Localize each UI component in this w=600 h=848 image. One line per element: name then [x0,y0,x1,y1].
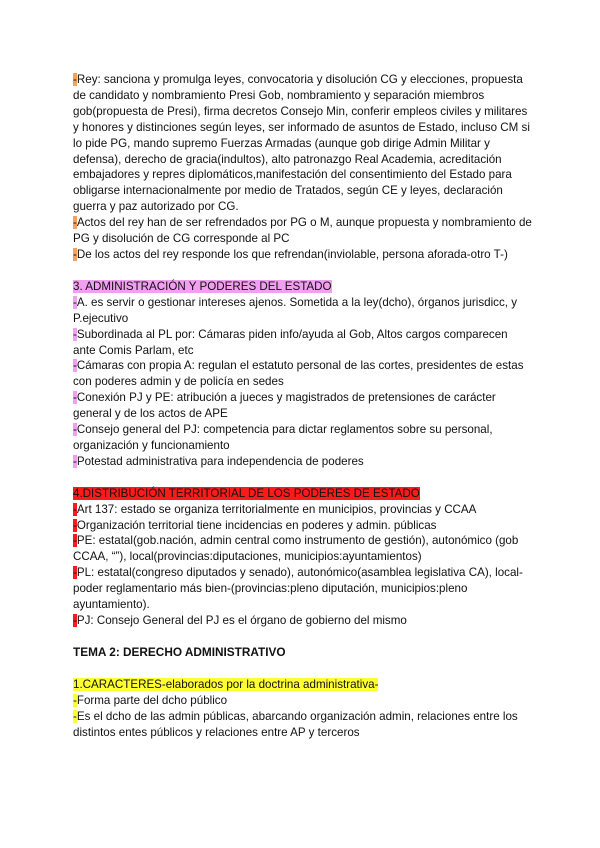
bullet-dash: - [73,247,77,261]
list-item-text: Es el dcho de las admin públicas, abarcando organización admin, relaciones entre los distintos entes públicos y relaciones entre AP y terceros [73,709,518,739]
list-item [73,693,533,709]
list-item-text: Potestad administrativa para independencia de poderes [76,454,364,468]
bullet-dash: - [73,454,77,468]
bullet-dash: - [73,709,77,723]
spacer [73,661,533,677]
bullet-dash: - [73,327,77,341]
tema-title: TEMA 2: DERECHO ADMINISTRATIVO [73,644,286,659]
bullet-dash: - [73,518,77,532]
list-item [73,327,533,359]
list-item [73,709,533,741]
list-item-text: PJ: Consejo General del PJ es el órgano de gobierno del mismo [76,614,407,627]
bullet-dash: - [73,73,77,86]
list-item-text: Consejo general del PJ: competencia para dictar reglamentos sobre su personal, organización y funcionamiento [73,423,493,452]
list-item-text: PE: estatal(gob.nación, admin central como instrumento de gestión), autonómico (gob CCAA, “”), local(provincias:diputaciones, municipios:ayuntamientos) [73,534,519,564]
bullet-dash: - [73,693,77,707]
list-item [73,358,533,390]
bullet-dash: - [73,502,77,516]
bullet-dash: - [73,423,77,437]
list-item-text: Forma parte del dcho público [76,693,228,707]
section-heading-text: 1.CARACTERES-elaborados por la doctrina administrativa- [73,677,379,691]
list-item-text: Conexión PJ y PE: atribución a jueces y magistrados de pretensiones de carácter general y de los actos de APE [73,391,496,421]
bullet-dash: - [73,295,77,309]
paragraph-text: Actos del rey han de ser refrendados por PG o M, aunque propuesta y nombramiento de PG y disolución de CG corresponde al PC [73,216,532,246]
list-item [73,422,533,454]
spacer [73,263,533,279]
list-item [73,518,533,534]
bullet-dash: - [73,534,77,548]
list-item [73,502,533,518]
section-heading-caracteres [73,677,533,693]
list-item-text: Cámaras con propia A: regulan el estatuto personal de las cortes, presidentes de estas con poderes admin y de policía en sedes [73,359,524,389]
bullet-dash: - [73,566,77,580]
list-item-text: Art 137: estado se organiza territorialmente en municipios, provincias y CCAA [76,502,477,516]
list-item [73,565,533,613]
list-item [73,533,533,565]
list-item [73,454,533,470]
spacer [73,629,533,645]
list-item [73,390,533,422]
section-heading-text: 4.DISTRIBUCIÓN TERRITORIAL DE LOS PODERES DE ESTADO [73,486,420,500]
bullet-dash: - [73,614,77,627]
section-heading-3 [73,279,533,295]
paragraph-rey-responsabilidad [73,247,533,263]
section-heading-text: 3. ADMINISTRACIÓN Y PODERES DEL ESTADO [73,279,332,293]
list-item-text: A. es servir o gestionar intereses ajenos. Sometida a la ley(dcho), órganos jurisdicc, y P.ejecutivo [73,295,518,325]
paragraph-rey-powers [73,72,533,215]
bullet-dash: - [73,391,77,405]
bullet-dash: - [73,216,77,230]
document-page [73,72,533,740]
list-item-text: Subordinada al PL por: Cámaras piden info/ayuda al Gob, Altos cargos comparecen ante Comis Parlam, etc [73,327,508,357]
paragraph-text: Rey: sanciona y promulga leyes, convocatoria y disolución CG y elecciones, propuesta de candidato y nombramiento Presi Gob, nombramiento y separación miembros gob(propuesta de Presi), firma decretos Consejo Min, conferir empleos civiles y militares y honores y distinciones según leyes, ser informado de asuntos de Estado, incluso CM si lo pide PG, mando supremo Fuerzas Armadas (aunque gob dirige Admin Militar y defensa), derecho de gracia(indultos), alto patronazgo Real Academia, acreditación embajadores y repres diplomáticos,manifestación del consentimiento del Estado para obligarse internacionalmente por medio de Tratados, según CE y leyes, declaración guerra y paz autorizado por CG. [73,73,530,214]
paragraph-text: De los actos del rey responde los que refrendan(inviolable, persona aforada-otro T-) [76,247,508,261]
list-item [73,613,533,629]
list-item-text: Organización territorial tiene incidencias en poderes y admin. públicas [76,518,437,532]
section-heading-4 [73,486,533,502]
list-item-text: PL: estatal(congreso diputados y senado), autonómico(asamblea legislativa CA), local-poder reglamentario más bien-(provincias:pleno diputación, municipios:pleno ayuntamiento). [73,566,523,612]
spacer [73,470,533,486]
bullet-dash: - [73,359,77,373]
list-item [73,295,533,327]
paragraph-rey-refrendo [73,215,533,247]
